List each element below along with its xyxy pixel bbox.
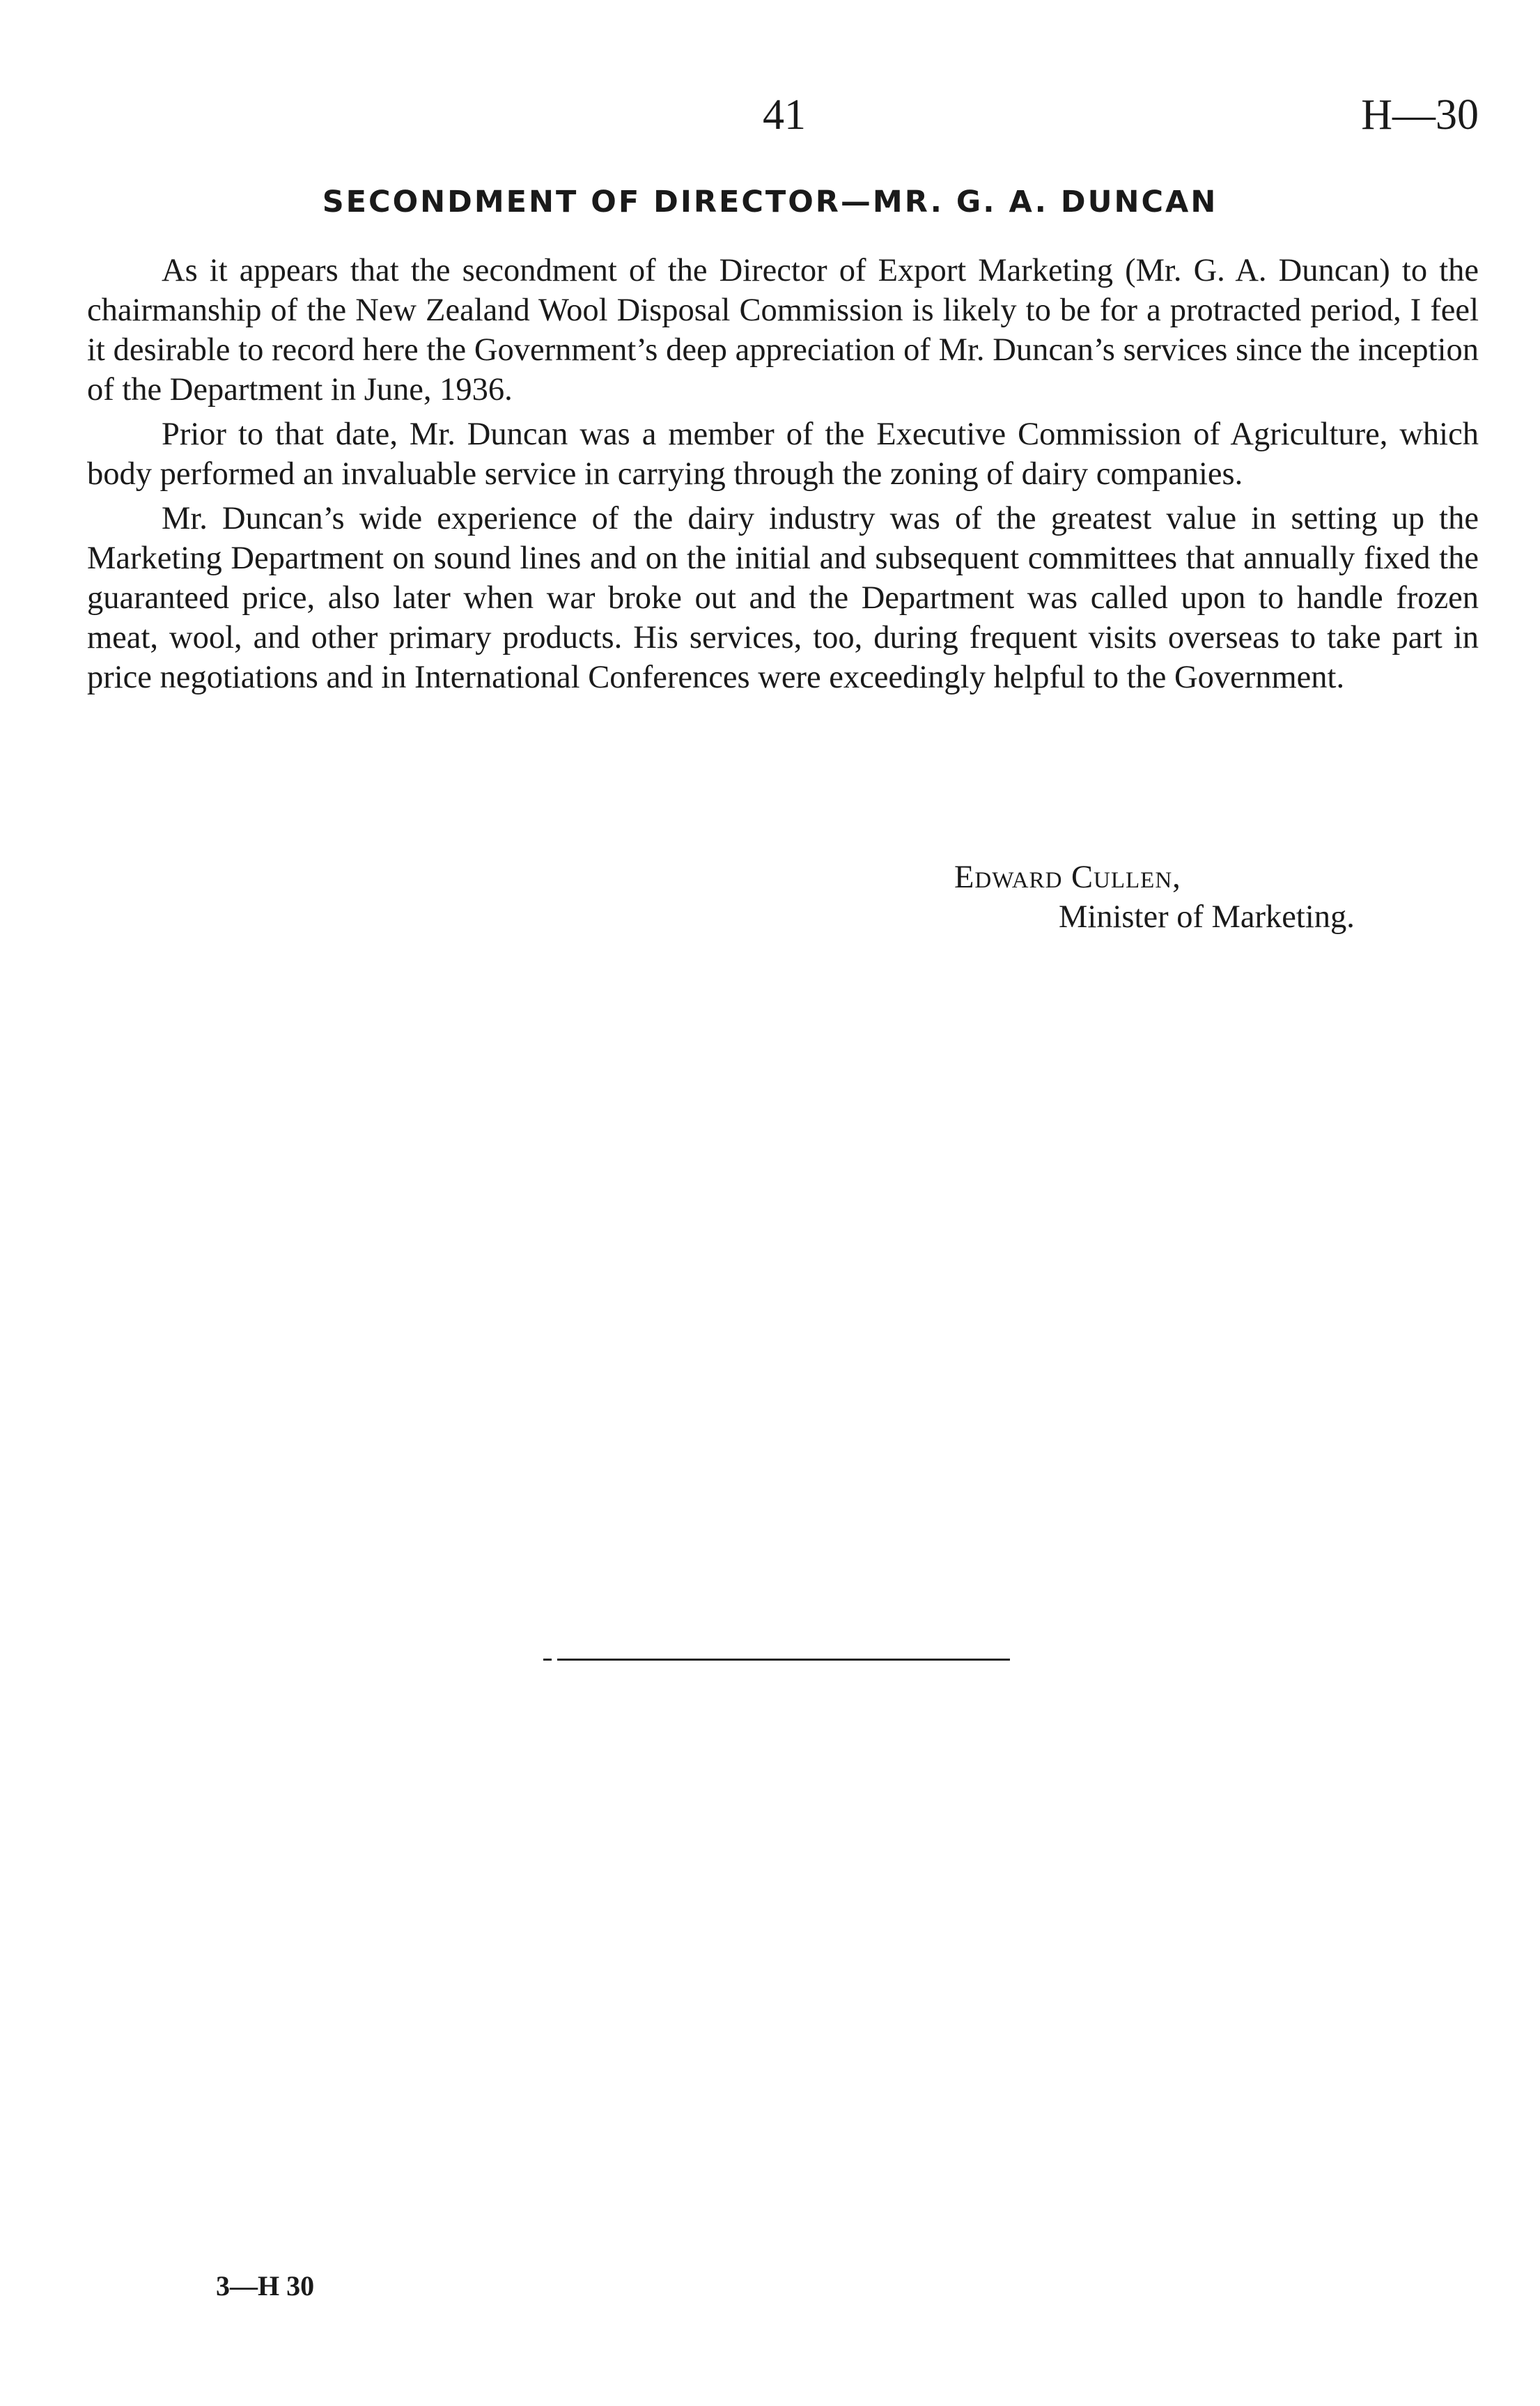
signature-name: Edward Cullen, (954, 860, 1181, 895)
document-code: H—30 (1361, 91, 1479, 139)
footer-signature-mark: 3—H 30 (216, 2270, 315, 2302)
paragraph-3: Mr. Duncan’s wide experience of the dairy industry was of the greatest value in setting up the Marketing Department on sound lines and on the initial and subsequent committees that annually fixed the guaranteed price, also later when war broke out and the Department was called upon to handle frozen meat, wool, and other primary products. His services, too, during frequent visits overseas to take part in price negotiations and in International Conferences were exceedingly helpful to the Government. (87, 501, 1479, 695)
end-rule-dash (543, 1659, 552, 1661)
paragraph-1: As it appears that the secondment of the Director of Export Marketing (Mr. G. A. Duncan) to the chairmanship of the New Zealand Wool Disposal Commission is likely to be for a protracted period, I feel it desirable to record here the Government’s deep appreciation of Mr. Duncan’s services since the inception of the Department in June, 1936. (87, 253, 1479, 408)
end-rule (557, 1659, 1010, 1661)
signature-title: Minister of Marketing. (1059, 899, 1355, 935)
page-number: 41 (763, 91, 806, 139)
section-title: SECONDMENT OF DIRECTOR—MR. G. A. DUNCAN (322, 185, 1218, 219)
body-text (87, 251, 1479, 702)
paragraph-2: Prior to that date, Mr. Duncan was a member of the Executive Commission of Agriculture, which body performed an invaluable service in carrying through the zoning of dairy companies. (87, 417, 1479, 492)
